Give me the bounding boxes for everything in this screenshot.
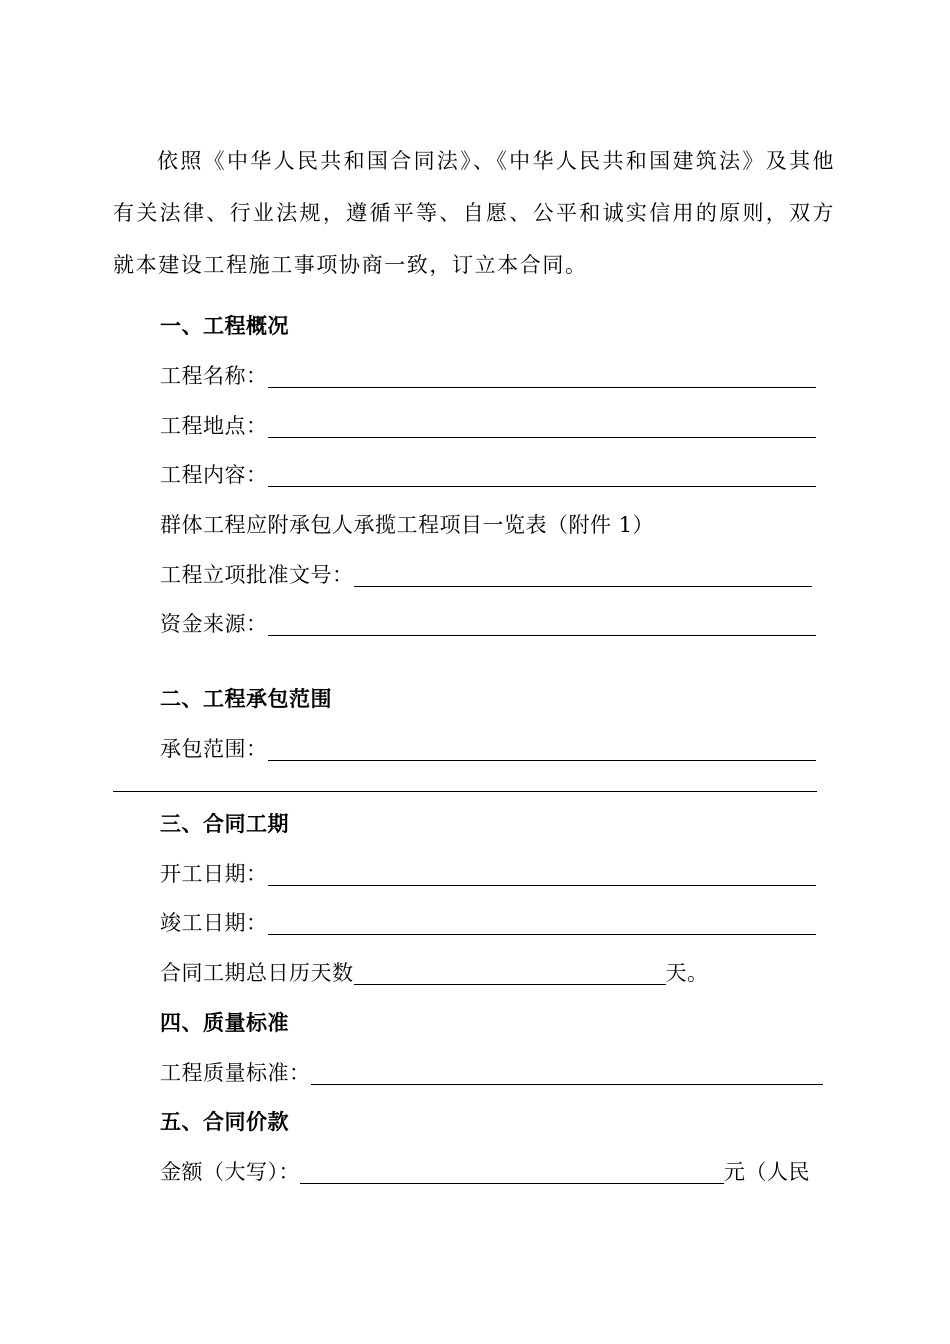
project-name-label: 工程名称： xyxy=(160,364,268,388)
start-date-field xyxy=(160,860,816,888)
total-days-field xyxy=(160,959,709,987)
scope-continuation-line[interactable] xyxy=(113,791,817,792)
funding-source-blank[interactable] xyxy=(268,613,816,636)
section-3-heading: 三、合同工期 xyxy=(160,812,289,836)
total-days-label: 合同工期总日历天数 xyxy=(160,961,354,985)
project-content-label: 工程内容： xyxy=(160,463,268,487)
contract-amount-label: 金额（大写）： xyxy=(160,1160,300,1184)
quality-standard-label: 工程质量标准： xyxy=(160,1061,311,1085)
funding-source-label: 资金来源： xyxy=(160,612,268,636)
approval-number-label: 工程立项批准文号： xyxy=(160,563,354,587)
project-location-blank[interactable] xyxy=(268,415,816,438)
project-name-field xyxy=(160,362,816,390)
section-2-heading: 二、工程承包范围 xyxy=(160,687,332,711)
project-name-blank[interactable] xyxy=(268,365,816,388)
scope-blank[interactable] xyxy=(268,738,816,761)
contract-amount-blank[interactable] xyxy=(300,1161,724,1184)
total-days-blank[interactable] xyxy=(354,962,666,985)
contract-amount-field xyxy=(160,1158,810,1186)
section-4-heading: 四、质量标准 xyxy=(160,1011,289,1035)
approval-number-blank[interactable] xyxy=(354,564,812,587)
project-content-field xyxy=(160,461,816,489)
start-date-label: 开工日期： xyxy=(160,862,268,886)
group-project-note: 群体工程应附承包人承揽工程项目一览表（附件 1） xyxy=(160,513,655,537)
project-content-blank[interactable] xyxy=(268,464,816,487)
intro-paragraph: 依照《中华人民共和国合同法》、《中华人民共和国建筑法》及其他有关法律、行业法规，遵循平等、自愿、公平和诚实信用的原则，双方就本建设工程施工事项协商一致，订立本合同。 xyxy=(113,149,835,277)
quality-standard-blank[interactable] xyxy=(311,1062,823,1085)
approval-number-field xyxy=(160,561,812,589)
completion-date-field xyxy=(160,909,816,937)
funding-source-field xyxy=(160,610,816,638)
scope-field xyxy=(160,735,816,763)
section-1-heading: 一、工程概况 xyxy=(160,314,289,338)
total-days-unit: 天。 xyxy=(665,961,709,985)
start-date-blank[interactable] xyxy=(268,863,816,886)
section-5-heading: 五、合同价款 xyxy=(160,1110,289,1134)
project-location-label: 工程地点： xyxy=(160,414,268,438)
contract-amount-suffix: 元（人民 xyxy=(724,1160,810,1184)
completion-date-blank[interactable] xyxy=(268,912,816,935)
quality-standard-field xyxy=(160,1059,823,1087)
scope-label: 承包范围： xyxy=(160,737,268,761)
project-location-field xyxy=(160,412,816,440)
completion-date-label: 竣工日期： xyxy=(160,911,268,935)
